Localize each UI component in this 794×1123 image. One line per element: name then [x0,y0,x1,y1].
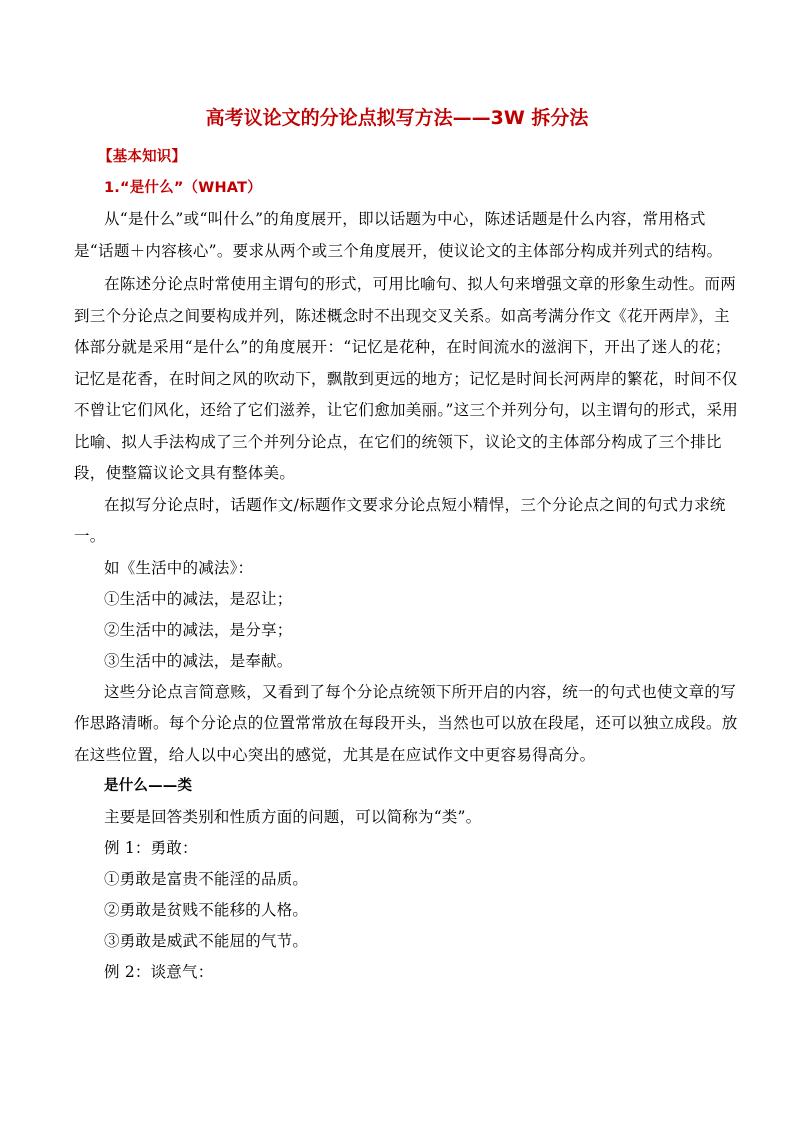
subheading-what: 1.“是什么”（WHAT） [104,180,262,196]
example-intro: 如《生活中的减法》： [104,558,254,577]
paragraph-1: 从“是什么”或“叫什么”的角度展开，即以话题为中心，陈述话题是什么内容，常用格式是“话题＋内容核心”。要求从两个或三个角度展开，使议论文的主体部分构成并列式的结构。 [74,210,723,260]
document-title: 高考议论文的分论点拟写方法——3W 拆分法 [205,107,589,129]
example-item-3: ③生活中的减法，是奉献。 [104,651,293,670]
example-item-1: ①生活中的减法，是忍让； [104,589,293,608]
section-heading: 【基本知识】 [98,149,187,165]
example1-label: 例 1：勇敢： [104,839,198,857]
example2-label: 例 2：谈意气： [104,963,214,981]
paragraph-5: 主要是回答类别和性质方面的问题，可以简称为“类”。 [104,808,482,826]
paragraph-4: 这些分论点言简意赅，又看到了每个分论点统领下所开启的内容，统一的句式也使文章的写作思路清晰。每个分论点的位置常常放在每段开头，当然也可以放在段尾，还可以独立成段。放在这些位置，给人以中心突出的感觉，尤其是在应试作文中更容易得高分。 [74,682,738,764]
subheading-category: 是什么——类 [104,778,193,794]
document-body [74,142,740,988]
example1-item-1: ①勇敢是富贵不能淫的品质。 [104,870,309,888]
paragraph-3: 在拟写分论点时，话题作文/标题作文要求分论点短小精悍，三个分论点之间的句式力求统一。 [74,495,726,545]
example-item-2: ②生活中的减法，是分享； [104,620,293,639]
paragraph-2: 在陈述分论点时常使用主谓句的形式，可用比喻句、拟人句来增强文章的形象生动性。而两到三个分论点之间要构成并列，陈述概念时不出现交叉关系。如高考满分作文《花开两岸》，主体部分就是采用“是什么”的角度展开：“记忆是花种，在时间流水的滋润下，开出了迷人的花；记忆是花香，在时间之风的吹动下，飘散到更远的地方；记忆是时间长河两岸的繁花，时间不仅不曾让它们风化，还给了它们滋养，让它们愈加美丽。”这三个并列分句，以主谓句的形式，采用比喻、拟人手法构成了三个并列分论点，在它们的统领下，议论文的主体部分构成了三个排比段，使整篇议论文具有整体美。 [74,275,739,482]
example1-item-2: ②勇敢是贫贱不能移的人格。 [104,901,309,919]
example1-item-3: ③勇敢是威武不能屈的气节。 [104,932,309,950]
